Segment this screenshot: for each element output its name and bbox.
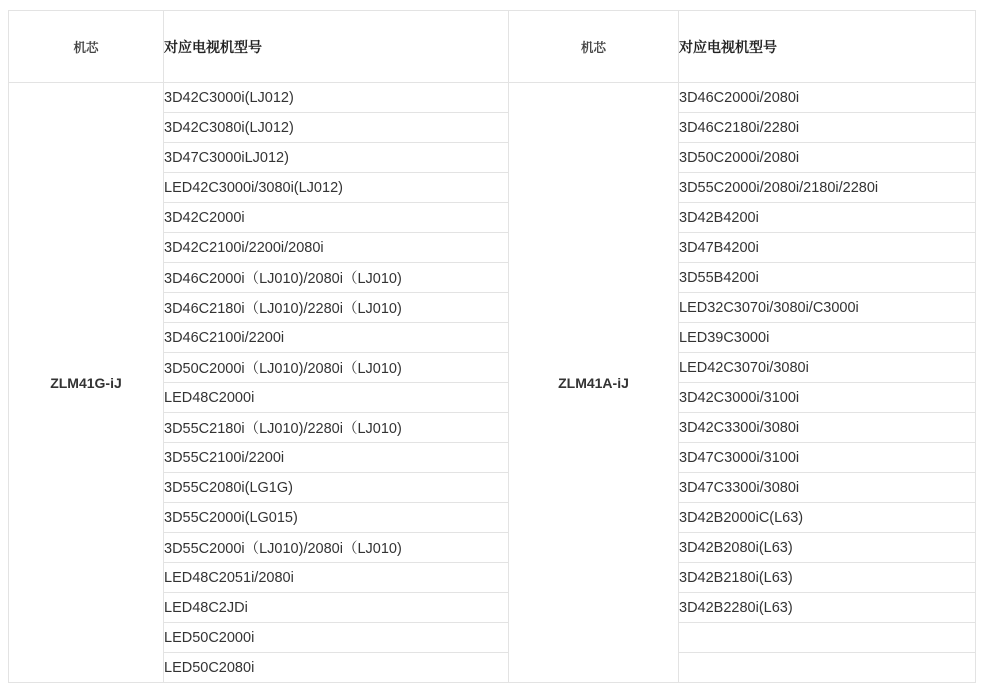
model-cell-left: 3D42C2000i [164, 203, 509, 233]
model-cell-right: 3D42B2000iC(L63) [679, 503, 976, 533]
model-cell-right: 3D42C3300i/3080i [679, 413, 976, 443]
model-cell-right: LED39C3000i [679, 323, 976, 353]
chip-name-left: ZLM41G-iJ [9, 83, 164, 683]
model-cell-left: 3D42C3000i(LJ012) [164, 83, 509, 113]
model-cell-left: LED48C2JDi [164, 593, 509, 623]
model-cell-left: 3D50C2000i（LJ010)/2080i（LJ010) [164, 353, 509, 383]
model-cell-left: 3D55C2080i(LG1G) [164, 473, 509, 503]
model-cell-left: 3D55C2100i/2200i [164, 443, 509, 473]
model-cell-right: 3D47C3300i/3080i [679, 473, 976, 503]
model-cell-right: 3D42B4200i [679, 203, 976, 233]
model-cell-left: LED48C2000i [164, 383, 509, 413]
model-cell-right: 3D50C2000i/2080i [679, 143, 976, 173]
model-cell-left: 3D47C3000iLJ012) [164, 143, 509, 173]
model-cell-left: LED42C3000i/3080i(LJ012) [164, 173, 509, 203]
header-row [9, 11, 976, 83]
model-cell-right [679, 623, 976, 653]
model-cell-left: 3D46C2100i/2200i [164, 323, 509, 353]
model-cell-right [679, 653, 976, 683]
table-row [9, 83, 976, 113]
model-cell-left: 3D46C2180i（LJ010)/2280i（LJ010) [164, 293, 509, 323]
model-cell-right: 3D47B4200i [679, 233, 976, 263]
model-cell-left: LED50C2080i [164, 653, 509, 683]
model-cell-right: 3D42B2080i(L63) [679, 533, 976, 563]
model-cell-left: LED48C2051i/2080i [164, 563, 509, 593]
model-cell-right: 3D47C3000i/3100i [679, 443, 976, 473]
chip-name-right: ZLM41A-iJ [509, 83, 679, 683]
models-header-right: 对应电视机型号 [679, 11, 976, 83]
model-cell-right: 3D42B2280i(L63) [679, 593, 976, 623]
model-cell-left: 3D42C3080i(LJ012) [164, 113, 509, 143]
model-cell-right: 3D55B4200i [679, 263, 976, 293]
model-cell-left: 3D55C2000i(LG015) [164, 503, 509, 533]
model-cell-left: 3D46C2000i（LJ010)/2080i（LJ010) [164, 263, 509, 293]
model-cell-left: 3D42C2100i/2200i/2080i [164, 233, 509, 263]
model-cell-left: 3D55C2180i（LJ010)/2280i（LJ010) [164, 413, 509, 443]
chip-header-left: 机芯 [9, 11, 164, 83]
model-cell-right: 3D46C2180i/2280i [679, 113, 976, 143]
model-cell-left: 3D55C2000i（LJ010)/2080i（LJ010) [164, 533, 509, 563]
table-body [9, 83, 976, 683]
model-cell-right: 3D42C3000i/3100i [679, 383, 976, 413]
model-cell-right: 3D55C2000i/2080i/2180i/2280i [679, 173, 976, 203]
tv-model-table [8, 10, 976, 683]
model-cell-right: 3D46C2000i/2080i [679, 83, 976, 113]
model-cell-right: 3D42B2180i(L63) [679, 563, 976, 593]
models-header-left: 对应电视机型号 [164, 11, 509, 83]
chip-header-right: 机芯 [509, 11, 679, 83]
model-cell-right: LED32C3070i/3080i/C3000i [679, 293, 976, 323]
model-cell-right: LED42C3070i/3080i [679, 353, 976, 383]
model-cell-left: LED50C2000i [164, 623, 509, 653]
